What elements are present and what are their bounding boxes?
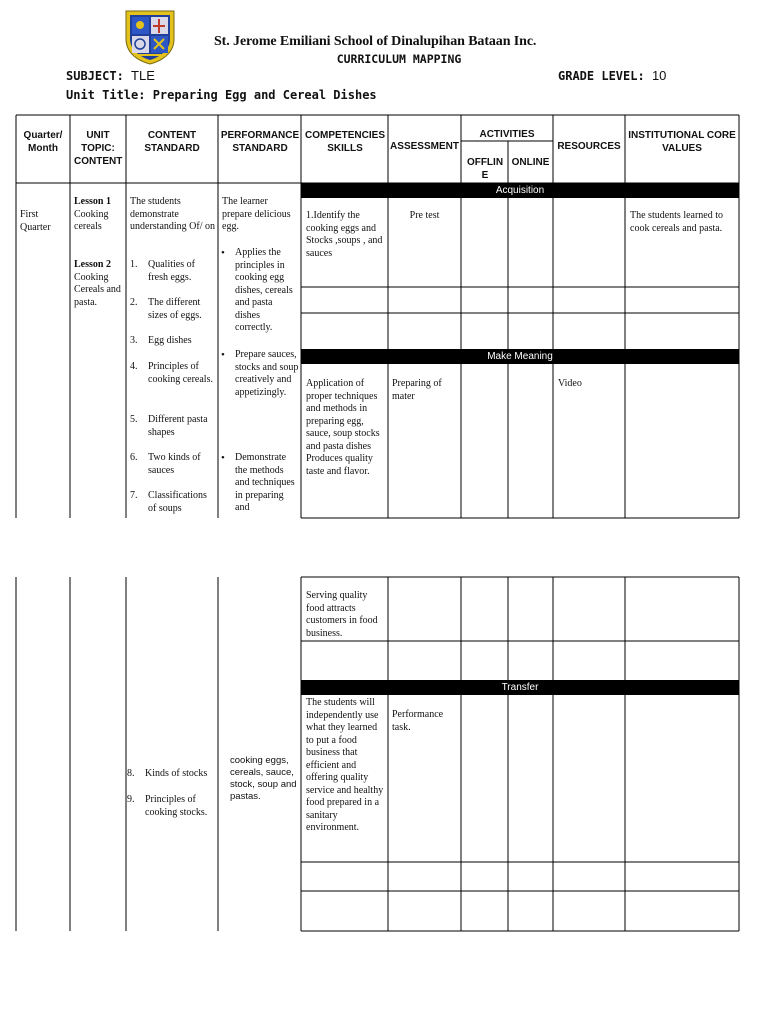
header-offline: OFFLIN E xyxy=(466,157,504,181)
header-unit-topic: UNIT TOPIC: CONTENT xyxy=(74,130,123,167)
acquisition-assessment: Pre test xyxy=(409,210,440,221)
quarter-value: First Quarter xyxy=(20,209,51,233)
page2-competency: Serving quality food attracts customers in food business. xyxy=(306,590,378,639)
header-competencies: COMPETENCIES SKILLS xyxy=(304,130,385,154)
performance-intro: The learner prepare delicious egg. xyxy=(222,196,291,232)
header-assessment: ASSESSMENT xyxy=(390,141,459,152)
acquisition-competency: 1.Identify the cooking eggs and Stocks ,soups , and sauces xyxy=(306,210,383,259)
unit-topic-2: Lesson 2 Cooking Cereals and pasta. xyxy=(74,259,121,308)
grade-label: GRADE LEVEL: xyxy=(558,69,645,83)
content-item: 9. Principles of cooking stocks. xyxy=(127,794,208,818)
transfer-competency: The students will independently use what they learned to put a food business that efficient and offering quality service and healthy food prepared in a sanitary environment. xyxy=(306,697,384,833)
content-item: 4. Principles of cooking cereals. xyxy=(130,361,213,385)
grade-value: 10 xyxy=(651,68,667,83)
header-core-values: INSTITUTIONAL CORE VALUES xyxy=(628,130,736,154)
header-quarter: Quarter/ Month xyxy=(23,130,63,154)
band-make-meaning: Make Meaning xyxy=(301,349,739,364)
header-activities: ACTIVITIES xyxy=(479,129,535,140)
content-item: 2. The different sizes of eggs. xyxy=(130,297,202,321)
school-name: St. Jerome Emiliani School of Dinalupihan Bataan Inc. xyxy=(214,34,537,49)
performance-item: • Demonstrate the methods and techniques in preparing and xyxy=(221,452,299,515)
content-item: 7. Classifications of soups xyxy=(130,490,207,514)
unit-title: Unit Title: Preparing Egg and Cereal Dishes xyxy=(66,88,377,102)
unit-topic-1: Lesson 1 Cooking cereals xyxy=(74,196,111,232)
content-item: 1. Qualities of fresh eggs. xyxy=(130,259,195,283)
content-item: 6. Two kinds of sauces xyxy=(130,452,201,476)
header-resources: RESOURCES xyxy=(557,141,621,152)
header-online: ONLINE xyxy=(511,157,550,168)
meaning-competency: Application of proper techniques and methods in preparing egg, sauce, soup stocks and pasta dishes Produces quality taste and flavor. xyxy=(306,378,380,477)
performance-page2: cooking eggs, cereals, sauce, stock, soup and pastas. xyxy=(230,755,297,802)
subject-value: TLE xyxy=(131,68,155,83)
header-performance-standard: PERFORMANCE STANDARD xyxy=(220,130,300,154)
performance-item: • Prepare sauces, stocks and soup creatively and appetizingly. xyxy=(221,349,299,399)
meaning-assessment: Preparing of mater xyxy=(392,378,442,402)
subject-label: SUBJECT: xyxy=(66,69,124,83)
performance-item: • Applies the principles in cooking egg dishes, cereals and pasta dishes correctly. xyxy=(221,247,299,335)
document-title: CURRICULUM MAPPING xyxy=(336,52,462,66)
transfer-assessment: Performance task. xyxy=(392,709,444,733)
content-item: 5. Different pasta shapes xyxy=(130,414,208,438)
band-acquisition: Acquisition xyxy=(301,183,739,198)
band-transfer: Transfer xyxy=(301,680,739,695)
core-value: The students learned to cook cereals and pasta. xyxy=(630,210,724,234)
meaning-resource: Video xyxy=(558,378,582,389)
content-item: 3. Egg dishes xyxy=(130,335,192,346)
header-content-standard: CONTENT STANDARD xyxy=(144,130,200,154)
content-standard-intro: The students demonstrate understanding Of/ on xyxy=(130,196,215,232)
content-item: 8. Kinds of stocks xyxy=(127,768,208,779)
